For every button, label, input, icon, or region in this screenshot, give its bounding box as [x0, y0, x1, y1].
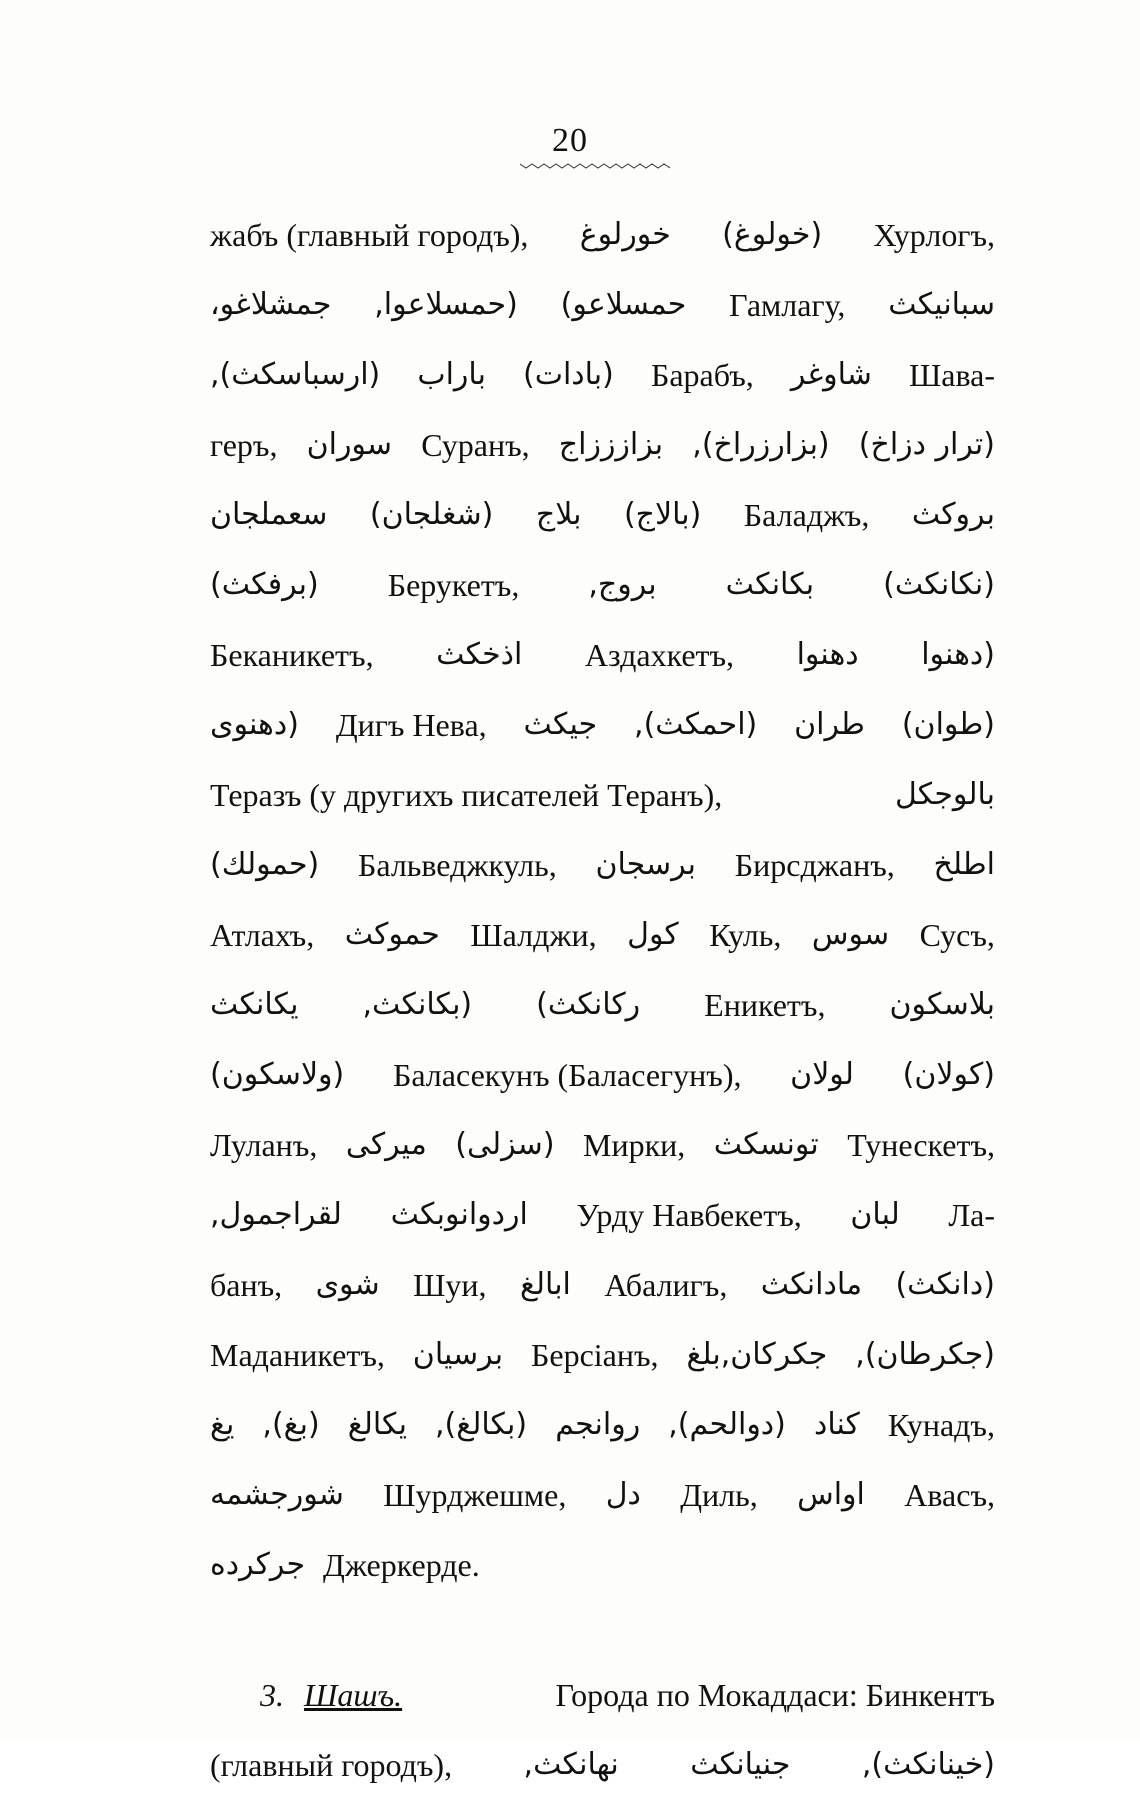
arabic-toponym: (حمسلاعوا,	[374, 287, 518, 322]
arabic-toponym: (نكانكث)	[883, 567, 995, 602]
russian-text: Города по Мокаддаси: Бинкентъ	[555, 1677, 995, 1713]
arabic-toponym: (احمكث),	[634, 707, 758, 742]
arabic-toponym: كناد	[813, 1407, 860, 1442]
russian-text: жабъ (главный городъ),	[210, 217, 529, 253]
russian-text: Шава-	[908, 357, 995, 393]
arabic-toponym: اواس	[797, 1477, 865, 1512]
arabic-toponym: لقراجمول,	[210, 1197, 342, 1232]
russian-text: Барабъ,	[650, 357, 754, 393]
arabic-toponym: مادانكث	[760, 1267, 863, 1302]
arabic-toponym: ركانكث)	[536, 987, 641, 1022]
arabic-toponym: بروكث	[911, 497, 995, 532]
arabic-toponym: اذخكث	[436, 637, 523, 672]
russian-text: Маданикетъ,	[210, 1337, 385, 1373]
arabic-toponym: جكركان,بلغ	[686, 1337, 828, 1372]
russian-text: Баласекунъ (Баласегунъ),	[392, 1057, 742, 1093]
arabic-toponym: (ولاسكون)	[210, 1057, 345, 1092]
arabic-toponym: اطلخ	[933, 847, 995, 882]
russian-text: Атлахъ,	[210, 917, 315, 953]
arabic-toponym: (بغ),	[262, 1407, 320, 1442]
arabic-toponym: (بالاج)	[623, 497, 702, 532]
arabic-toponym: سعملجان	[210, 497, 328, 532]
russian-text: Хурлогъ,	[873, 217, 995, 253]
text-line	[210, 480, 995, 550]
text-line	[210, 1320, 995, 1390]
arabic-toponym: (طوان)	[901, 707, 995, 742]
arabic-toponym: جمشلاغو،	[210, 287, 332, 322]
arabic-toponym: جيكث	[523, 707, 598, 742]
russian-text: Шурджешме,	[383, 1477, 567, 1513]
page-number: 20	[552, 122, 588, 159]
russian-text: Джеркерде.	[323, 1547, 480, 1583]
text-line	[210, 620, 995, 690]
russian-text: Кунадъ,	[887, 1407, 995, 1443]
text-line	[210, 970, 995, 1040]
russian-text: Беканикетъ,	[210, 637, 374, 673]
body-text	[210, 200, 995, 1800]
arabic-toponym: (بادات)	[523, 357, 614, 392]
arabic-toponym: بالوجكل	[895, 777, 995, 812]
text-line	[210, 760, 995, 830]
arabic-toponym: روانجم	[555, 1407, 641, 1442]
arabic-toponym: يكانكث	[210, 987, 299, 1022]
russian-text: Авасъ,	[904, 1477, 995, 1513]
section-heading-line	[210, 1660, 995, 1730]
text-line	[210, 410, 995, 480]
arabic-toponym: يغ	[210, 1407, 235, 1442]
russian-text: Берсіанъ,	[530, 1337, 659, 1373]
arabic-toponym: (ترار دزاخ)	[858, 427, 995, 462]
arabic-toponym: ميركى	[345, 1127, 427, 1162]
text-line	[210, 900, 995, 970]
russian-text: Ла-	[948, 1197, 995, 1233]
russian-text: Урду Навбекетъ,	[576, 1197, 802, 1233]
arabic-toponym: (دهنوى	[210, 707, 299, 742]
arabic-toponym: ابالغ	[519, 1267, 571, 1302]
russian-text: Аздахкетъ,	[584, 637, 735, 673]
russian-text: Дигъ Нева,	[335, 707, 487, 743]
arabic-toponym: جنيانكث	[690, 1747, 791, 1782]
text-line	[210, 1180, 995, 1250]
arabic-toponym: (جكرطان),	[855, 1337, 995, 1372]
russian-text: Бальведжкуль,	[357, 847, 557, 883]
russian-text: Сусъ,	[919, 917, 995, 953]
arabic-toponym: شوى	[315, 1267, 380, 1302]
section-number: 3.	[260, 1677, 284, 1713]
arabic-toponym: حمسلاعو)	[560, 287, 687, 322]
arabic-toponym: سوس	[811, 917, 890, 952]
arabic-toponym: برسيان	[412, 1337, 504, 1372]
russian-text: (главный городъ),	[210, 1747, 453, 1783]
arabic-toponym: (حمولك)	[210, 847, 320, 882]
russian-text: Бирсджанъ,	[734, 847, 895, 883]
text-line	[210, 1530, 995, 1600]
arabic-toponym: تونسكث	[713, 1127, 819, 1162]
russian-text: Абалигъ,	[604, 1267, 728, 1303]
russian-text: Теразъ (у другихъ писателей Теранъ),	[210, 777, 723, 813]
russian-text: банъ,	[210, 1267, 283, 1303]
russian-text: Мирки,	[583, 1127, 686, 1163]
section-heading	[210, 1660, 402, 1730]
arabic-toponym: (خولوغ)	[722, 217, 823, 252]
russian-text: Луланъ,	[210, 1127, 318, 1163]
arabic-toponym: دهنوا	[796, 637, 859, 672]
arabic-toponym: (ارسباسكث),	[210, 357, 381, 392]
arabic-toponym: شورجشمه	[210, 1477, 344, 1512]
arabic-toponym: (دانكث)	[895, 1267, 995, 1302]
arabic-toponym: (شغلجان)	[369, 497, 494, 532]
arabic-toponym: (برفكث)	[210, 567, 319, 602]
arabic-toponym: لبان	[850, 1197, 900, 1232]
text-line	[210, 690, 995, 760]
arabic-toponym: (دوالحم),	[668, 1407, 786, 1442]
russian-text: Шалджи,	[470, 917, 597, 953]
arabic-toponym: دل	[605, 1477, 641, 1512]
section-title: Шашъ.	[304, 1677, 403, 1713]
russian-text: Куль,	[709, 917, 782, 953]
russian-text: Суранъ,	[421, 427, 530, 463]
arabic-toponym: بزازززاج	[558, 427, 664, 462]
arabic-toponym: سوران	[306, 427, 393, 462]
arabic-toponym: بروج,	[588, 567, 657, 602]
russian-text: Еникетъ,	[704, 987, 826, 1023]
text-line	[210, 340, 995, 410]
russian-text: Гамлагу,	[729, 287, 846, 323]
arabic-toponym: جركرده	[210, 1547, 306, 1582]
arabic-toponym: سبانيكث	[888, 287, 995, 322]
arabic-toponym: لولان	[790, 1057, 854, 1092]
arabic-toponym: يكالغ	[347, 1407, 407, 1442]
arabic-toponym: (سزلى)	[455, 1127, 555, 1162]
arabic-toponym: (كولان)	[902, 1057, 995, 1092]
russian-text: геръ,	[210, 427, 278, 463]
arabic-toponym: برسجان	[595, 847, 697, 882]
text-line	[210, 1460, 995, 1530]
text-line	[210, 830, 995, 900]
text-line	[210, 270, 995, 340]
arabic-toponym: اردوانوبكث	[390, 1197, 528, 1232]
arabic-toponym: (بزارزراخ),	[692, 427, 830, 462]
section-spacer	[210, 1600, 995, 1660]
arabic-toponym: كول	[627, 917, 679, 952]
arabic-toponym: شاوغر	[790, 357, 872, 392]
arabic-toponym: (بكالغ),	[435, 1407, 528, 1442]
arabic-toponym: نهانكث,	[523, 1747, 619, 1782]
russian-text: Шуи,	[413, 1267, 487, 1303]
arabic-toponym: طران	[794, 707, 865, 742]
arabic-toponym: (بكانكث,	[362, 987, 473, 1022]
text-line	[210, 1730, 995, 1800]
russian-text: Диль,	[680, 1477, 758, 1513]
arabic-toponym: بلاسكون	[889, 987, 995, 1022]
text-line	[210, 550, 995, 620]
text-line	[210, 200, 995, 270]
arabic-toponym: (خينانكث),	[861, 1747, 995, 1782]
arabic-toponym: حموكث	[344, 917, 440, 952]
text-line	[210, 1390, 995, 1460]
arabic-toponym: بلاج	[535, 497, 582, 532]
text-line	[210, 1040, 995, 1110]
russian-text: Баладжъ,	[743, 497, 870, 533]
arabic-toponym: (دهنوا	[921, 637, 995, 672]
arabic-toponym: خورلوغ	[579, 217, 671, 252]
russian-text: Тунескетъ,	[847, 1127, 995, 1163]
page-number-rule	[520, 162, 670, 170]
arabic-toponym: باراب	[417, 357, 486, 392]
arabic-toponym: بكانكث	[725, 567, 815, 602]
text-line	[210, 1110, 995, 1180]
russian-text: Берукетъ,	[387, 567, 520, 603]
text-line	[210, 1250, 995, 1320]
